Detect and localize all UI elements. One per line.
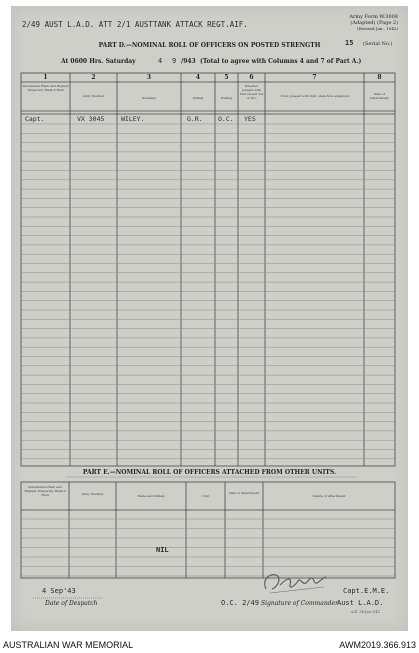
form-revised: (Revised Jan., 1942) [357,26,398,31]
e-col-header-unit: Unit [202,494,209,498]
row-rank: Capt. [25,115,45,123]
col-num-7: 7 [312,74,317,81]
footer-institution: AUSTRALIAN WAR MEMORIAL [3,640,134,650]
col-header-present: Whether present with Unit (insert Yes or No) [239,84,264,100]
date-month: 9 [172,57,177,65]
despatch-label: Date of Despatch [45,600,98,607]
col-header-surname: Surname [142,96,156,100]
col-num-3: 3 [146,74,152,81]
form-number-text: Army Form W.3008 [349,14,398,20]
date-suffix: (Total to agree with Columns 4 and 7 of Part A.) [200,58,362,65]
archive-footer [0,639,419,653]
col-header-army-number: Army Number [82,94,105,98]
footer-accession: AWM2019.366.913 [339,640,416,650]
col-header-detachment: Date of Detachment [370,92,389,100]
row-army-number: VX 3045 [77,115,105,123]
serial-value: 15 [345,39,354,47]
commander-oc: O.C. 2/49 [221,599,259,607]
date-year: /943 [181,58,196,65]
e-col-header-army-number: Army Number [81,492,104,496]
col-num-2: 2 [91,74,96,81]
date-day: 4 [158,57,163,65]
col-num-1: 1 [43,74,48,81]
row-posting: O.C. [218,115,234,123]
form-sheet [11,6,408,631]
e-col-header-date: Date of Attachment [229,491,259,495]
col-num-5: 5 [224,74,229,81]
col-header-initials: Initials [192,96,204,100]
part-d-title: PART D.—NOMINAL ROLL OF OFFICERS ON POSTED STRENGTH [98,42,321,49]
col-num-8: 8 [377,74,382,81]
row-present: YES [244,115,256,123]
part-e-title: PART E.—NOMINAL ROLL OF OFFICERS ATTACHED FROM OTHER UNITS. [82,469,337,476]
col-header-employed: If not present with Unit, state how employed. [280,94,350,98]
row-initials: G.R. [187,115,203,123]
date-prefix: At 0600 Hrs. Saturday [61,58,136,65]
nil-entry: NIL [156,546,169,554]
row-surname: WILEY. [121,115,145,123]
serial-label: (Serial No.) [363,41,393,47]
e-col-header-rank: Substantive Rank and Highest Temporary Rank if Held [24,485,66,497]
form-adapted: (Adapted) (Page 2) [350,20,398,26]
e-col-header-name: Name and Initials [137,494,165,498]
col-header-posting: Posting [220,96,233,100]
e-col-header-nature: Nature of Attachment [312,494,346,498]
commander-rank: Capt.E.M.E. [343,587,390,595]
commander-unit: Aust L.A.D. [337,599,384,607]
unit-line: 2/49 AUST L.A.D. ATT 2/1 AUSTTANK ATTACK REGT.AIF. [22,20,248,29]
signature-label: Signature of Commander [261,600,338,607]
col-num-6: 6 [249,74,254,81]
print-reference: A.E. 34-Jan-1/42 [351,610,380,614]
col-num-4: 4 [195,74,201,81]
col-header-rank: Substantive Rank and Highest Temporary Rank if Held [22,84,69,92]
despatch-rule [33,597,103,599]
commander-signature [258,567,333,599]
despatch-date: 4 Sep'43 [42,587,76,595]
